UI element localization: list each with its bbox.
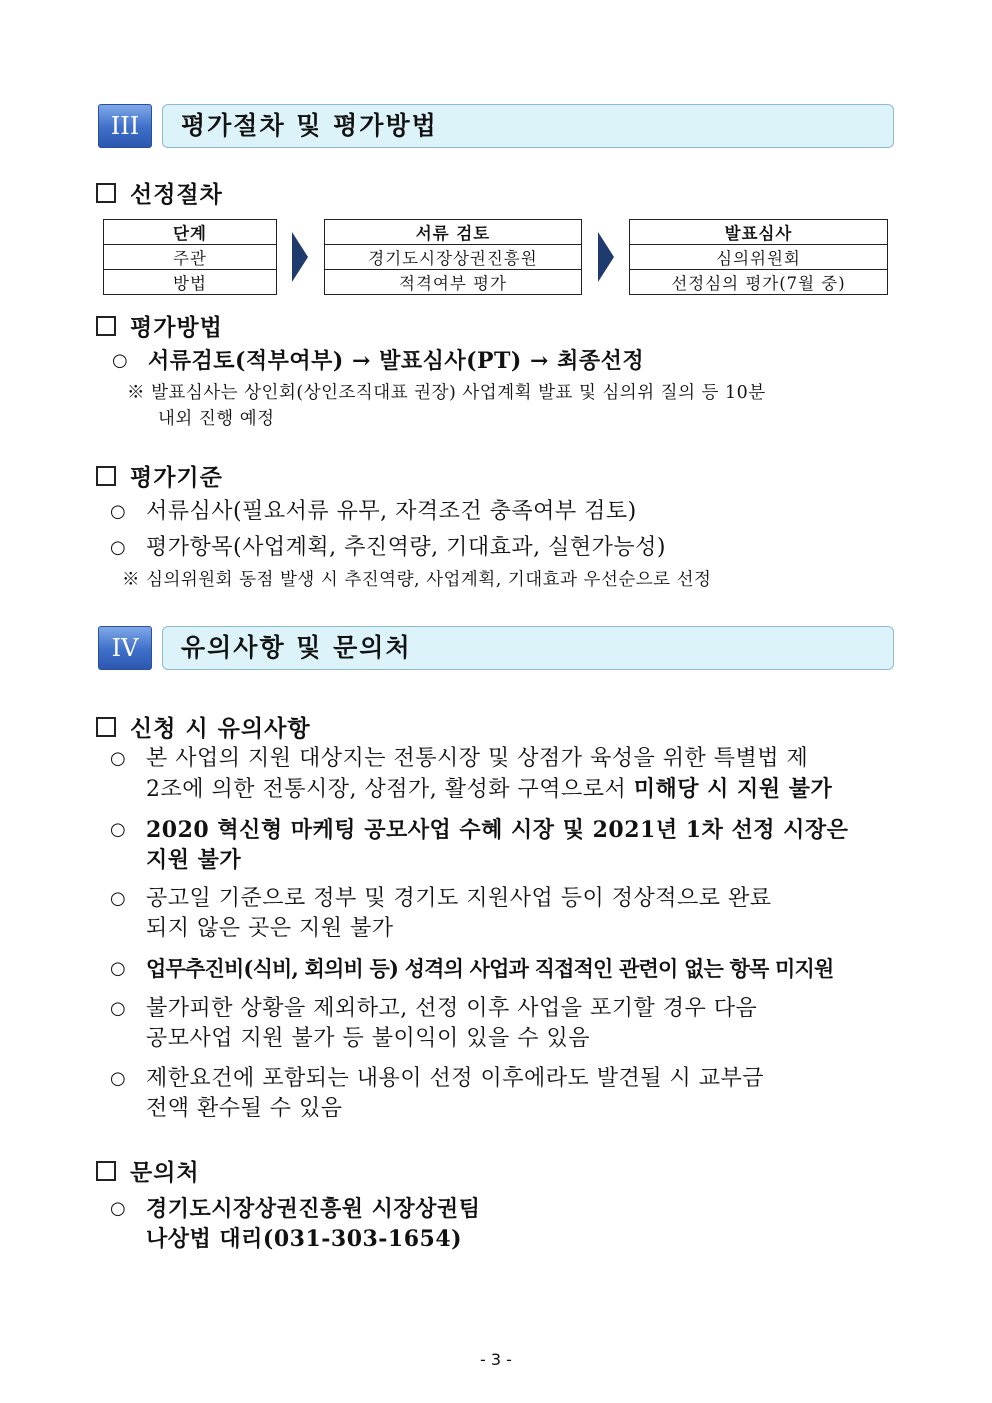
stage-cell: 적격여부 평가 xyxy=(325,270,582,295)
stage-cell: 경기도시장상권진흥원 xyxy=(325,245,582,270)
bullet-circle-icon: ○ xyxy=(110,748,127,769)
stage-header: 서류 검토 xyxy=(325,220,582,245)
note: 내외 진행 예정 xyxy=(158,409,275,429)
section-header-3 xyxy=(98,104,894,148)
stage-table xyxy=(629,219,888,295)
subheading-method: 평가방법 xyxy=(96,309,223,342)
subheading-contact: 문의처 xyxy=(96,1154,200,1187)
stage-header: 단계 xyxy=(104,220,277,245)
checkbox-square-icon xyxy=(96,316,116,336)
section-title: 평가절차 및 평가방법 xyxy=(162,104,894,148)
stage-cell: 선정심의 평가(7월 중) xyxy=(630,270,888,295)
checkbox-square-icon xyxy=(96,717,116,737)
chevron-right-icon xyxy=(596,232,616,282)
note: ※ 심의위원회 동점 발생 시 추진역량, 사업계획, 기대효과 우선순으로 선정 xyxy=(122,570,712,590)
stage-header: 발표심사 xyxy=(630,220,888,245)
bullet-circle-icon: ○ xyxy=(110,1198,127,1219)
bullet-circle-icon: ○ xyxy=(110,1068,127,1089)
list-item: ○ 평가항목(사업계획, 추진역량, 기대효과, 실현가능성) xyxy=(110,533,900,563)
list-item: ○ 서류심사(필요서류 유무, 자격조건 충족여부 검토) xyxy=(110,497,900,527)
bullet-circle-icon: ○ xyxy=(112,350,129,371)
section-number: III xyxy=(98,104,152,148)
subheading-criteria: 평가기준 xyxy=(96,459,223,492)
list-item: ○ 불가피한 상황을 제외하고, 선정 이후 사업을 포기할 경우 다음 공모사업 지원 불가 등 불이익이 있을 수 있음 xyxy=(110,996,758,1051)
bullet-circle-icon: ○ xyxy=(110,819,127,840)
subheading-cautions: 신청 시 유의사항 xyxy=(96,710,311,743)
bullet-circle-icon: ○ xyxy=(110,888,127,909)
stage-table xyxy=(324,219,582,295)
page-number: - 3 - xyxy=(480,1350,512,1369)
list-item: ○ 2020 혁신형 마케팅 공모사업 수혜 시장 및 2021년 1차 선정 시장은 지원 불가 xyxy=(110,817,849,873)
bullet-circle-icon: ○ xyxy=(110,537,127,558)
checkbox-square-icon xyxy=(96,1161,116,1181)
section-title: 유의사항 및 문의처 xyxy=(162,626,894,670)
stage-table xyxy=(103,219,277,295)
list-item: ○ 제한요건에 포함되는 내용이 선정 이후에라도 발견될 시 교부금 전액 환수될 수 있음 xyxy=(110,1066,765,1121)
checkbox-square-icon xyxy=(96,466,116,486)
bullet-circle-icon: ○ xyxy=(110,958,125,979)
list-item: ○ 업무추진비(식비, 회의비 등) 성격의 사업과 직접적인 관련이 없는 항목 미지원 xyxy=(110,954,900,984)
list-item: ○ 공고일 기준으로 정부 및 경기도 지원사업 등이 정상적으로 완료 되지 않은 곳은 지원 불가 xyxy=(110,886,772,941)
stage-cell: 심의위원회 xyxy=(630,245,888,270)
note: ※ 발표심사는 상인회(상인조직대표 권장) 사업계획 발표 및 심의위 질의 등 10분 xyxy=(127,383,766,403)
checkbox-square-icon xyxy=(96,183,116,203)
section-header-4 xyxy=(98,626,894,670)
stage-cell: 방법 xyxy=(104,270,277,295)
list-item: ○ 본 사업의 지원 대상지는 전통시장 및 상점가 육성을 위한 특별법 제 2조에 의한 전통시장, 상점가, 활성화 구역으로서 미해당 시 지원 불가 xyxy=(110,746,833,802)
bullet-circle-icon: ○ xyxy=(110,998,127,1019)
list-item: ○ 서류검토(적부여부) → 발표심사(PT) → 최종선정 xyxy=(112,348,645,374)
section-number: IV xyxy=(98,626,152,670)
subheading-selection: 선정절차 xyxy=(96,176,223,209)
stage-cell: 주관 xyxy=(104,245,277,270)
chevron-right-icon xyxy=(290,232,310,282)
bullet-circle-icon: ○ xyxy=(110,501,127,522)
contact-info: ○ 경기도시장상권진흥원 시장상권팀 나상법 대리(031-303-1654) xyxy=(110,1196,481,1252)
